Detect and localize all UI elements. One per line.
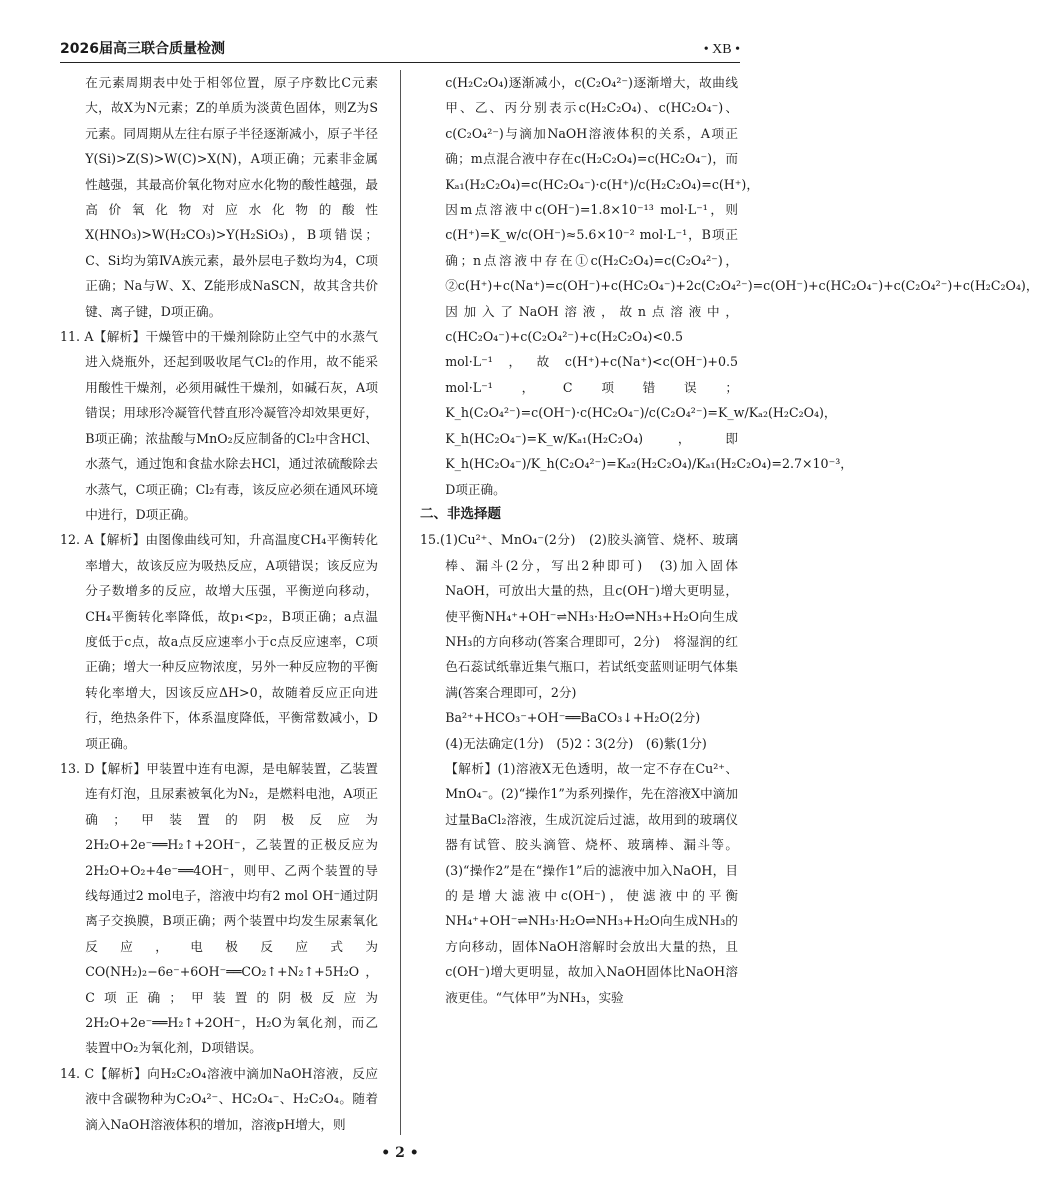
answer-item-11: 11. A【解析】干燥管中的干燥剂除防止空气中的水蒸气进入烧瓶外，还起到吸收尾气Cl₂的作用，故不能采用酸性干燥剂，必须用碱性干燥剂，如碱石灰，A项错误；用球形冷凝管代替直形冷凝管冷却效果更好，B项正确；浓盐酸与MnO₂反应制备的Cl₂中含HCl、水蒸气，通过饱和食盐水除去HCl，通过浓硫酸除去水蒸气，C项正确；Cl₂有毒，该反应必须在通风环境中进行，D项正确。	[60, 329, 379, 522]
answer-item-13: 13. D【解析】甲装置中连有电源，是电解装置，乙装置连有灯泡，且尿素被氧化为N₂，是燃料电池，A项正确；甲装置的阴极反应为2H₂O+2e⁻══H₂↑+2OH⁻，乙装置的正极反应为2H₂O+O₂+4e⁻══4OH⁻，则甲、乙两个装置的导线每通过2 mol电子，溶液中均有2 mol OH⁻通过阴离子交换膜，B项正确；两个装置中均发生尿素氧化反应，电极反应式为CO(NH₂)₂−6e⁻+6OH⁻══CO₂↑+N₂↑+5H₂O，C项正确；甲装置的阴极反应为2H₂O+2e⁻══H₂↑+2OH⁻，H₂O为氧化剂，而乙装置中O₂为氧化剂，D项错误。	[60, 760, 378, 1056]
page-number: • 2 •	[381, 1145, 419, 1161]
answer-item-15-parts: (4)无法确定(1分) (5)2∶3(2分) (6)紫(1分)	[445, 735, 707, 751]
answer-item-14: 14. C【解析】向H₂C₂O₄溶液中滴加NaOH溶液，反应液中含碳物种为C₂O₄²⁻、HC₂O₄⁻、H₂C₂O₄。随着滴入NaOH溶液体积的增加，溶液pH增大，则	[60, 1065, 378, 1132]
answer-item-12: 12. A【解析】由图像曲线可知，升高温度CH₄平衡转化率增大，故该反应为吸热反应，A项错误；该反应为分子数增多的反应，故增大压强，平衡逆向移动，CH₄平衡转化率降低，故p₁<p₂，B项正确；a点温度低于c点，故a点反应速率小于c点反应速率，C项正确；增大一种反应物浓度，另外一种反应物的平衡转化率增大，因该反应ΔH>0，故随着反应正向进行，绝热条件下，体系温度降低，平衡常数减小，D项正确。	[60, 532, 378, 751]
answer-item-15-explanation: 【解析】(1)溶液X无色透明，故一定不存在Cu²⁺、MnO₄⁻。(2)“操作1”为系列操作，先在溶液X中滴加过量BaCl₂溶液，生成沉淀后过滤，故用到的玻璃仪器有试管、胶头滴管、烧杯、玻璃棒、漏斗等。(3)“操作2”是在“操作1”后的滤液中加入NaOH，目的是增大滤液中c(OH⁻)，使滤液中的平衡NH₄⁺+OH⁻⇌NH₃·H₂O⇌NH₃+H₂O向生成NH₃的方向移动，固体NaOH溶解时会放出大量的热，且c(OH⁻)增大更明显，故加入NaOH固体比NaOH溶液更佳。“气体甲”为NH₃，实验	[445, 760, 738, 1005]
exam-title: 2026届高三联合质量检测	[60, 41, 225, 57]
section-heading: 二、非选择题	[420, 505, 501, 522]
left-column	[60, 70, 378, 1137]
answer-paragraph: 在元素周期表中处于相邻位置，原子序数比C元素大，故X为N元素；Z的单质为淡黄色固体，则Z为S元素。同周期从左往右原子半径逐渐减小，原子半径Y(Si)>Z(S)>W(C)>X(N)，A项正确；元素非金属性越强，其最高价氧化物对应水化物的酸性越强，最高价氧化物对应水化物的酸性X(HNO₃)>W(H₂CO₃)>Y(H₂SiO₃)，B项错误；C、Si均为第ⅣA族元素，最外层电子数均为4，C项正确；Na与W、X、Z能形成NaSCN，故其含共价键、离子键，D项正确。	[85, 75, 378, 319]
exam-code: • XB •	[703, 42, 740, 57]
page-header	[60, 28, 740, 63]
column-divider	[400, 70, 401, 1135]
answer-item-15-equation: Ba²⁺+HCO₃⁻+OH⁻══BaCO₃↓+H₂O(2分)	[445, 710, 701, 726]
right-column	[420, 70, 1038, 1010]
answer-item-14-continued: c(H₂C₂O₄)逐渐减小，c(C₂O₄²⁻)逐渐增大，故曲线甲、乙、丙分别表示c(H₂C₂O₄)、c(HC₂O₄⁻)、c(C₂O₄²⁻)与滴加NaOH溶液体积的关系，A项正确；m点混合液中存在c(H₂C₂O₄)=c(HC₂O₄⁻)，而Kₐ₁(H₂C₂O₄)=c(HC₂O₄⁻)·c(H⁺)/c(H₂C₂O₄)=c(H⁺)，因m点溶液中c(OH⁻)=1.8×10⁻¹³ mol·L⁻¹，则c(H⁺)=K_w/c(OH⁻)≈5.6×10⁻² mol·L⁻¹，B项正确；n点溶液中存在①c(H₂C₂O₄)=c(C₂O₄²⁻)，②c(H⁺)+c(Na⁺)=c(OH⁻)+c(HC₂O₄⁻)+2c(C₂O₄²⁻)=c(OH⁻)+c(HC₂O₄⁻)+c(C₂O₄²⁻)+c(H₂C₂O₄)，因加入了NaOH溶液，故n点溶液中，c(HC₂O₄⁻)+c(C₂O₄²⁻)+c(H₂C₂O₄)<0.5 mol·L⁻¹，故c(H⁺)+c(Na⁺)<c(OH⁻)+0.5 mol·L⁻¹，C项错误；K_h(C₂O₄²⁻)=c(OH⁻)·c(HC₂O₄⁻)/c(C₂O₄²⁻)=K_w/Kₐ₂(H₂C₂O₄)，K_h(HC₂O₄⁻)=K_w/Kₐ₁(H₂C₂O₄)，即K_h(HC₂O₄⁻)/K_h(C₂O₄²⁻)=Kₐ₂(H₂C₂O₄)/Kₐ₁(H₂C₂O₄)=2.7×10⁻³，D项正确。	[445, 75, 1038, 497]
answer-item-15: 15.(1)Cu²⁺、MnO₄⁻(2分) (2)胶头滴管、烧杯、玻璃棒、漏斗(2分，写出2种即可) (3)加入固体NaOH，可放出大量的热，且c(OH⁻)增大更明显，使平衡NH₄⁺+OH⁻⇌NH₃·H₂O⇌NH₃+H₂O向生成NH₃的方向移动(答案合理即可，2分) 将湿润的红色石蕊试纸靠近集气瓶口，若试纸变蓝则证明气体集满(答案合理即可，2分)	[420, 532, 738, 700]
